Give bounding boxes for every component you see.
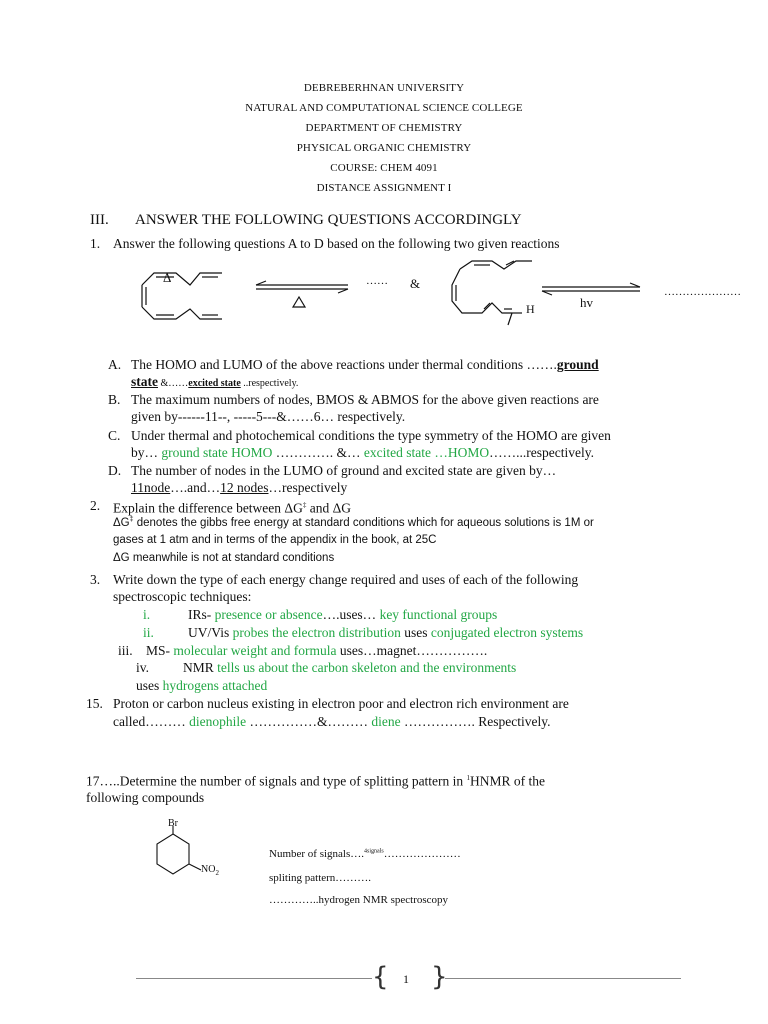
section-title: ANSWER THE FOLLOWING QUESTIONS ACCORDINGLY — [135, 212, 522, 228]
q3-ii-number: ii. — [143, 625, 154, 640]
footer-rule-left — [136, 978, 372, 979]
q1b-line2: given by------11--, -----5---&……6… respectively. — [131, 409, 406, 424]
footer-brace-left: { — [372, 962, 389, 992]
q3-line1: Write down the type of each energy change required and uses of each of the following — [113, 572, 579, 587]
q3-iii-number: iii. — [118, 643, 133, 658]
q2-answer-line1: ΔG‡ denotes the gibbs free energy at standard conditions which for aqueous solutions is 1M or — [113, 516, 594, 529]
signals-line: Number of signals….$^{4signals}$………………… — [269, 848, 461, 860]
q1a-line2: state &……excited state ..respectively. — [131, 374, 299, 389]
q15-number: 15. — [86, 696, 103, 711]
product-placeholder-2: ………………… — [664, 286, 741, 298]
q15-line1: Proton or carbon nucleus existing in electron poor and electron rich environment are — [113, 696, 569, 711]
assignment-title: DISTANCE ASSIGNMENT I — [316, 182, 452, 194]
q1-text: Answer the following questions A to D based on the following two given reactions — [113, 236, 560, 251]
college-name: NATURAL AND COMPUTATIONAL SCIENCE COLLEGE — [245, 102, 523, 114]
q3-number: 3. — [90, 572, 101, 587]
reaction-scheme — [130, 255, 750, 335]
h-label: H — [526, 302, 535, 316]
department-name: DEPARTMENT OF CHEMISTRY — [305, 122, 463, 134]
q1d-label: D. — [108, 463, 122, 478]
bromo-nitro-cyclohexane-structure — [145, 820, 235, 890]
q3-i-text: IRs- presence or absence….uses… key functional groups — [188, 607, 498, 622]
q1a-label: A. — [108, 357, 122, 372]
footer-rule-right — [445, 978, 681, 979]
no2-label: $NO_2$ — [201, 864, 219, 877]
q15-line2: called……… dienophile ……………&……… diene ……………. Respectively. — [113, 714, 551, 729]
q1c-line2: by… ground state HOMO …………. &… excited state …HOMO……...respectively. — [131, 445, 594, 460]
cyclic-polyene-top — [460, 261, 532, 269]
q3-ii-text: UV/Vis probes the electron distribution uses conjugated electron systems — [188, 625, 584, 640]
product-placeholder-1: …… — [366, 275, 388, 287]
page-number: 1 — [403, 972, 409, 986]
q1a-line1: The HOMO and LUMO of the above reactions under thermal conditions …….ground — [131, 357, 599, 372]
delta-label: Δ — [163, 270, 172, 285]
q3-iv-number: iv. — [136, 660, 149, 675]
q3-iv-text: NMR tells us about the carbon skeleton and the environments — [183, 660, 517, 675]
section-number: III. — [90, 212, 109, 228]
university-name: DEBREBERHNAN UNIVERSITY — [303, 82, 465, 94]
q2-answer-line2: gases at 1 atm and in terms of the appendix in the book, at 25C — [113, 534, 437, 546]
q2-number: 2. — [90, 498, 101, 513]
course-code: COURSE: CHEM 4091 — [330, 162, 438, 174]
q1d-line2: 11node….and…12 nodes…respectively — [131, 480, 348, 495]
q1d-line1: The number of nodes in the LUMO of ground and excited state are given by… — [131, 463, 557, 478]
footer-brace-right: } — [431, 962, 448, 992]
q1b-label: B. — [108, 392, 121, 407]
q1c-label: C. — [108, 428, 121, 443]
q3-line2: spectroscopic techniques: — [113, 589, 252, 604]
q3-iv-uses: uses hydrogens attached — [136, 678, 268, 693]
q3-i-number: i. — [143, 607, 151, 622]
q2-answer-line3: ΔG meanwhile is not at standard conditions — [113, 552, 335, 564]
subject-name: PHYSICAL ORGANIC CHEMISTRY — [296, 142, 472, 154]
splitting-pattern-line: spliting pattern………. — [269, 872, 372, 884]
ampersand: & — [410, 276, 421, 291]
q1c-line1: Under thermal and photochemical conditions the type symmetry of the HOMO are given — [131, 428, 611, 443]
q3-iii-text: MS- molecular weight and formula uses…magnet……………. — [146, 643, 488, 658]
delta-triangle-icon — [293, 297, 305, 307]
hnmr-line: …………..hydrogen NMR spectroscopy — [269, 894, 449, 906]
hv-label: hv — [580, 295, 593, 310]
q1b-line1: The maximum numbers of nodes, BMOS & ABMOS for the above given reactions are — [131, 392, 599, 407]
br-label: Br — [168, 818, 178, 829]
q2-text: Explain the difference between ΔG‡ and ΔG — [113, 500, 352, 516]
triene-top-chain — [142, 273, 222, 285]
q17-line2: following compounds — [86, 790, 205, 805]
q17-line1: 17…..Determine the number of signals and type of splitting pattern in $^1$HNMR of the — [86, 773, 546, 789]
q1-number: 1. — [90, 236, 101, 251]
